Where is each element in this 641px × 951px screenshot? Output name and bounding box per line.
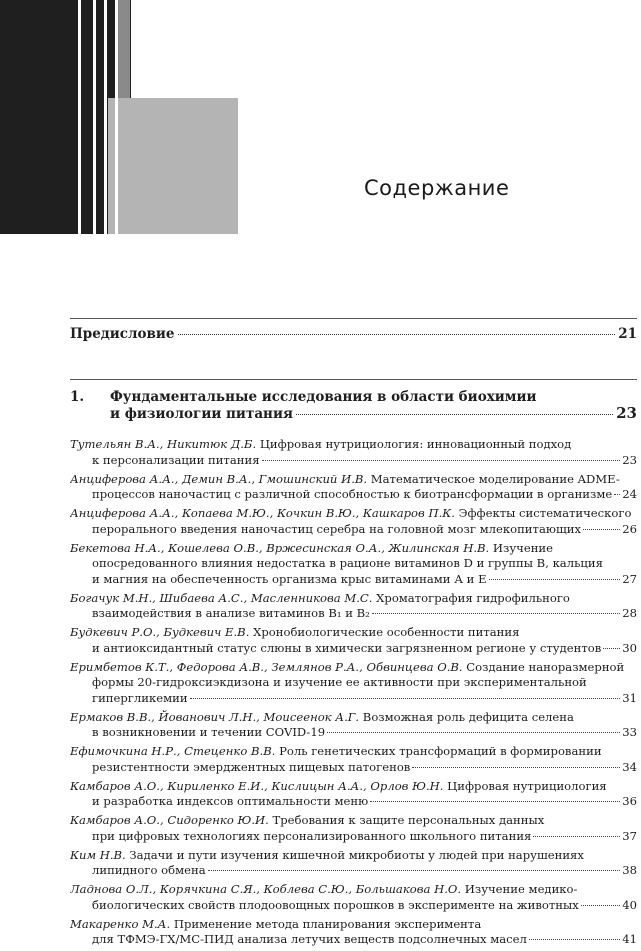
toc-section-1[interactable] [70,389,637,422]
section-title-line1: Фундаментальные исследования в области биохимии [110,389,537,405]
leader-dots [190,698,621,699]
leader-dots [603,648,620,649]
entry-title-end: резистентности эмерджентных пищевых патогенов [92,759,411,774]
entry-authors: Камбаров А.О., Кириленко Е.И., Кислицын А.А., Орлов Ю.Н. [70,778,444,793]
entry-title-end: процессов наночастиц с различной способностью к биотрансформации в организме [92,487,613,501]
leader-dots [372,613,620,614]
entry-authors: Тутельян В.А., Никитюк Д.Б. [70,437,257,451]
leader-dots [262,460,621,461]
entry-authors: Анциферова А.А., Копаева М.Ю., Кочкин В.Ю., Кашкаров П.К. [70,506,455,520]
divider [70,318,637,319]
toc-preface-label: Предисловие [70,326,175,342]
entry-authors: Анциферова А.А., Демин В.А., Гмошинский И.В. [70,471,368,486]
toc-entry[interactable] [70,882,637,913]
entry-page: 23 [622,452,637,467]
entry-title-end: липидного обмена [92,863,206,877]
entry-title-end: биологических свойств плодоовощных порошков в эксперименте на животных [92,897,579,912]
entry-title-start: Цифровая нутрициология [443,778,607,793]
entry-authors: Еримбетов К.Т., Федорова А.В., Землянов Р.А., Обвинцева О.В. [70,659,463,674]
entry-title-start: Изучение [489,540,554,555]
entry-title-end: и магния на обеспеченность организма крыс витаминами А и Е [92,571,487,586]
entry-title-end: взаимодействия в анализе витаминов B₁ и B₂ [92,606,370,620]
entry-authors: Будкевич Р.О., Будкевич Е.В. [70,625,250,639]
toc-entry[interactable] [70,660,637,707]
section-title-line2: и физиологии питания [110,406,293,422]
entry-title-start: Изучение медико- [461,882,578,896]
entry-title-start: Эффекты систематического [454,506,632,520]
entry-authors: Бекетова Н.А., Кошелева О.В., Вржесинская О.А., Жилинская Н.В. [70,540,490,555]
entry-page: 28 [622,606,637,620]
entry-title-start: Создание наноразмерной [462,659,625,674]
section-page: 23 [616,404,637,422]
decorative-stripe [115,0,118,234]
toc-entry[interactable] [70,779,637,810]
entry-page: 38 [622,863,637,877]
leader-dots [412,767,620,768]
entry-title-end: перорального введения наночастиц серебра на головной мозг млекопитающих [92,521,581,536]
leader-dots [489,579,621,580]
toc-entry[interactable] [70,541,637,588]
toc-entries [70,437,637,951]
leader-dots [529,939,620,940]
toc-entry[interactable] [70,591,637,622]
entry-title-mid: опосредованного влияния недостатка в рационе витаминов D и группы B, кальция [92,556,603,570]
entry-title-start: Применение метода планирования эксперимента [170,916,482,931]
entry-page: 37 [622,828,637,843]
toc-entry[interactable] [70,848,637,879]
leader-dots [614,494,620,495]
divider [70,379,637,380]
toc-entry[interactable] [70,917,637,948]
entry-page: 33 [622,725,637,739]
leader-dots [208,870,621,871]
entry-authors: Ефимочкина Н.Р., Стеценко В.В. [70,744,276,758]
leader-dots [178,334,616,335]
leader-dots [296,414,613,415]
entry-title-end: и антиоксидантный статус слюны в химически загрязненном регионе у студентов [92,640,602,655]
toc-entry[interactable] [70,744,637,775]
entry-title-start: Роль генетических трансформаций в формировании [275,744,602,758]
entry-page: 34 [622,759,637,774]
toc-entry[interactable] [70,437,637,468]
entry-title-start: Математическое моделирование ADME- [367,471,620,486]
leader-dots [370,801,620,802]
leader-dots [327,732,620,733]
toc-preface-page: 21 [618,326,637,342]
entry-title-end: и разработка индексов оптимальности меню [92,794,369,808]
decorative-stripe [104,0,107,234]
entry-title-start: Цифровая нутрициология: инновационный подход [256,437,572,451]
toc-entry[interactable] [70,506,637,537]
entry-title-end: гипергликемии [92,690,188,705]
entry-page: 26 [622,521,637,536]
entry-page: 24 [622,487,637,501]
entry-authors: Ким Н.В. [70,847,126,862]
entry-title-start: Возможная роль дефицита селена [359,709,574,724]
entry-title-end: для ТФМЭ-ГХ/МС-ПИД анализа летучих веществ подсолнечных масел [92,932,527,946]
entry-title-start: Хронобиологические особенности питания [249,625,520,639]
entry-title-end: при цифровых технологиях персонализированного школьного питания [92,828,532,843]
toc-entry[interactable] [70,710,637,741]
entry-authors: Ермаков В.В., Йованович Л.Н., Моисеенок А.Г. [70,709,360,724]
entry-authors: Камбаров А.О., Сидоренко Ю.И. [70,813,269,827]
decorative-mid-bar [118,0,130,98]
entry-authors: Макаренко М.А. [70,916,171,931]
entry-page: 27 [622,571,637,586]
leader-dots [583,529,620,530]
toc-entry[interactable] [70,472,637,503]
entry-title-start: Требования к защите персональных данных [268,813,545,827]
leader-dots [581,905,620,906]
page-title: Содержание [364,176,510,200]
entry-title-start: Хроматография гидрофильного [372,590,570,605]
leader-dots [533,836,620,837]
toc-entry[interactable] [70,625,637,656]
toc-preface[interactable] [70,326,637,342]
entry-title-end: в возникновении и течении COVID-19 [92,725,326,739]
entry-authors: Богачук М.Н., Шибаева А.С., Масленникова М.С. [70,590,373,605]
toc-entry[interactable] [70,813,637,844]
entry-title-mid: формы 20-гидроксиэкдизона и изучение ее активности при экспериментальной [92,675,587,689]
entry-title-start: Задачи и пути изучения кишечной микробиоты у людей при нарушениях [125,847,584,862]
entry-page: 41 [622,932,637,946]
decorative-gray-block [108,98,238,234]
entry-page: 40 [622,897,637,912]
decorative-stripe [78,0,81,234]
section-number: 1. [70,389,85,405]
entry-title-end: к персонализации питания [92,452,260,467]
entry-page: 31 [622,690,637,705]
entry-page: 36 [622,794,637,808]
entry-authors: Ладнова О.Л., Корячкина С.Я., Коблева С.Ю., Большакова Н.О. [70,882,462,896]
entry-page: 30 [622,640,637,655]
decorative-stripe [93,0,96,234]
